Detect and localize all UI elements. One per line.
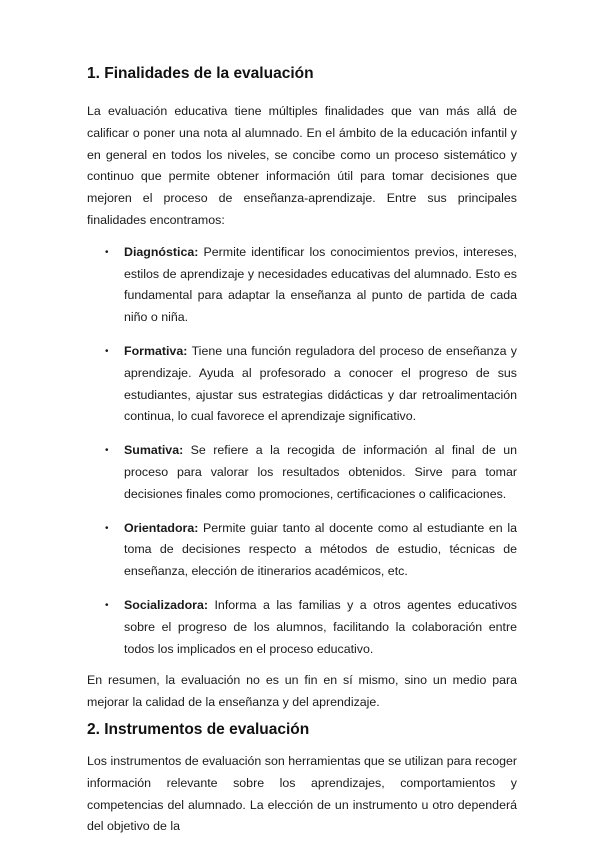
list-item-text: Tiene una función reguladora del proceso de enseñanza y aprendizaje. Ayuda al profesorado a conocer el progreso de sus estudiantes, ajustar sus estrategias didácticas y dar retroalimentación continua, lo cual favorece el aprendizaje significativo. bbox=[124, 343, 517, 424]
purposes-list bbox=[87, 242, 517, 661]
list-item-formativa bbox=[87, 341, 517, 428]
bullet-icon: • bbox=[105, 445, 109, 457]
section-1-heading: 1. Finalidades de la evaluación bbox=[87, 65, 314, 82]
section-1-summary: En resumen, la evaluación no es un fin en sí mismo, sino un medio para mejorar la calidad de la enseñanza y del aprendizaje. bbox=[87, 673, 517, 710]
bullet-icon: • bbox=[105, 246, 109, 258]
bullet-icon: • bbox=[105, 345, 109, 357]
bullet-icon: • bbox=[105, 522, 109, 534]
list-item-sumativa bbox=[87, 440, 517, 505]
list-item-term: Sumativa: bbox=[124, 443, 191, 458]
section-2-heading: 2. Instrumentos de evaluación bbox=[87, 720, 310, 738]
list-item-text: Permite identificar los conocimientos previos, intereses, estilos de aprendizaje y necesidades educativas del alumnado. Esto es fundamental para adaptar la enseñanza al punto de partida de cada niño o niña. bbox=[124, 244, 517, 325]
section-2-intro: Los instrumentos de evaluación son herramientas que se utilizan para recoger información relevante sobre los aprendizajes, comportamientos y competencias del alumnado. La elección de un instrumento u otro dependerá del objetivo de la bbox=[87, 753, 517, 834]
list-item-text: Informa a las familias y a otros agentes educativos sobre el progreso de los alumnos, facilitando la colaboración entre todos los implicados en el proceso educativo. bbox=[124, 597, 517, 656]
list-item-term: Diagnóstica: bbox=[124, 244, 204, 259]
list-item-diagnostica bbox=[87, 242, 517, 329]
list-item-text: Permite guiar tanto al docente como al estudiante en la toma de decisiones respecto a métodos de estudio, técnicas de enseñanza, elección de itinerarios académicos, etc. bbox=[124, 520, 517, 579]
list-item-orientadora bbox=[87, 518, 517, 583]
section-1-intro: La evaluación educativa tiene múltiples finalidades que van más allá de calificar o poner una nota al alumnado. En el ámbito de la educación infantil y en general en todos los niveles, se concibe como un proceso sistemático y continuo que permite obtener información útil para tomar decisiones que mejoren el proceso de enseñanza-aprendizaje. Entre sus principales finalidades encontramos: bbox=[87, 104, 517, 227]
list-item-term: Orientadora: bbox=[124, 520, 204, 535]
document-content bbox=[87, 64, 517, 838]
list-item-term: Socializadora: bbox=[124, 597, 215, 612]
list-item-socializadora bbox=[87, 595, 517, 660]
list-item-term: Formativa: bbox=[124, 343, 192, 358]
list-item-text: Se refiere a la recogida de información al final de un proceso para valorar los resultados obtenidos. Sirve para tomar decisiones finales como promociones, certificaciones o calificaciones. bbox=[124, 443, 517, 501]
bullet-icon: • bbox=[105, 599, 109, 611]
